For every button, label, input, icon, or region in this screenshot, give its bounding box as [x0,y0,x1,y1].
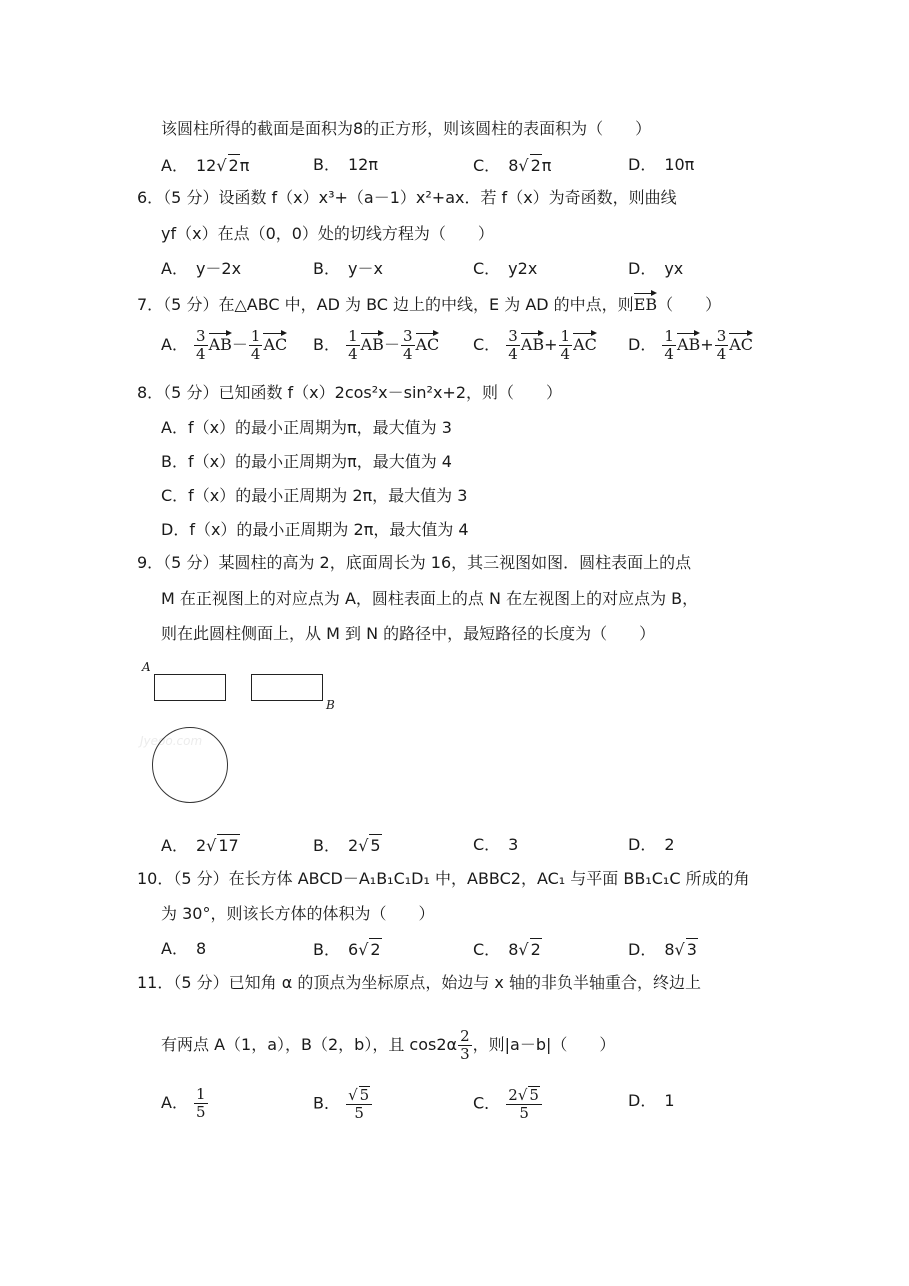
figure-label-b: B [326,698,335,712]
q6-option-b: B． y－x [313,259,383,278]
q10-option-a: A． 8 [161,939,207,958]
q6-option-c: C． y2x [473,259,538,278]
q5-option-b: B． 12π [313,155,378,174]
q10-stem-line1: 10．（5 分）在长方体 ABCD－A₁B₁C₁D₁ 中，ABBC2，AC₁ 与平面 BB₁C₁C 所成的角 [137,869,750,888]
q11-option-d: D． 1 [628,1091,675,1110]
q6-option-d: D． yx [628,259,684,278]
q9-stem-line2: M 在正视图上的对应点为 A，圆柱表面上的点 N 在左视图上的对应点为 B， [161,589,699,608]
q7-option-d: D． $\frac{1}{4}$ AB+ $\frac{3}{4}$ AC [628,327,754,363]
q5-option-d: D． 10π [628,155,695,174]
q8-stem: 8．（5 分）已知函数 f（x）2cos²x－sin²x+2，则（ ） [137,383,563,402]
q11-option-b: B． $\frac{√ 5}{5}$ [313,1086,373,1122]
q7-option-c: C． $\frac{3}{4}$ AB+ $\frac{1}{4}$ AC [473,327,597,363]
q6-option-a: A． y－2x [161,259,242,278]
q9-option-b: B． 2√ 5 [313,836,381,855]
q9-option-d: D． 2 [628,835,675,854]
q8-option-a: A．f（x）的最小正周期为π，最大值为 3 [161,418,452,437]
watermark: Jyeoo.com [140,734,203,748]
q7-option-b: B． $\frac{1}{4}$ AB－ $\frac{3}{4}$ AC [313,327,440,363]
figure-label-a: A [142,660,151,674]
q5-option-c: C． 8√ 2π [473,156,552,175]
q9-option-c: C． 3 [473,835,519,854]
q7-stem: 7．（5 分）在△ABC 中，AD 为 BC 边上的中线，E 为 AD 的中点，则EB（ ） [137,290,721,316]
side-view-rect [251,674,323,701]
top-view-circle [152,727,228,803]
q10-option-d: D． 8√ 3 [628,940,697,959]
q10-option-b: B． 6√ 2 [313,940,381,959]
q6-stem-line1: 6．（5 分）设函数 f（x）x³+（a－1）x²+ax．若 f（x）为奇函数，则曲线 [137,188,677,207]
q5-stem-tail: 该圆柱所得的截面是面积为8的正方形，则该圆柱的表面积为（ ） [161,119,652,138]
q9-stem-line3: 则在此圆柱侧面上，从 M 到 N 的路径中，最短路径的长度为（ ） [161,624,656,643]
q7-option-a: A． $\frac{3}{4}$ AB－ $\frac{1}{4}$ AC [161,327,288,363]
q9-stem-line1: 9．（5 分）某圆柱的高为 2，底面周长为 16，其三视图如图．圆柱表面上的点 [137,553,692,572]
q10-option-c: C． 8√ 2 [473,940,541,959]
q11-option-c: C． $\frac{2√ 5}{5}$ [473,1086,543,1122]
vector-eb: EB [634,290,657,316]
q11-stem-line2: 有两点 A（1，a），B（2，b），且 cos2α $\frac{2}{3}$ ，则|a－b|（ ） [161,1027,616,1063]
q8-option-b: B．f（x）的最小正周期为π，最大值为 4 [161,452,452,471]
q8-option-d: D．f（x）的最小正周期为 2π，最大值为 4 [161,520,469,539]
q6-stem-line2: yf（x）在点（0，0）处的切线方程为（ ） [161,224,494,243]
q5-option-a: A． 12√ 2π [161,156,250,175]
q8-option-c: C．f（x）的最小正周期为 2π，最大值为 3 [161,486,468,505]
q11-option-a: A． $\frac{1}{5}$ [161,1085,206,1121]
q9-option-a: A． 2√ 17 [161,836,239,855]
q10-stem-line2: 为 30°，则该长方体的体积为（ ） [161,904,435,923]
q11-stem-line1: 11．（5 分）已知角 α 的顶点为坐标原点，始边与 x 轴的非负半轴重合，终边上 [137,973,701,992]
front-view-rect [154,674,226,701]
